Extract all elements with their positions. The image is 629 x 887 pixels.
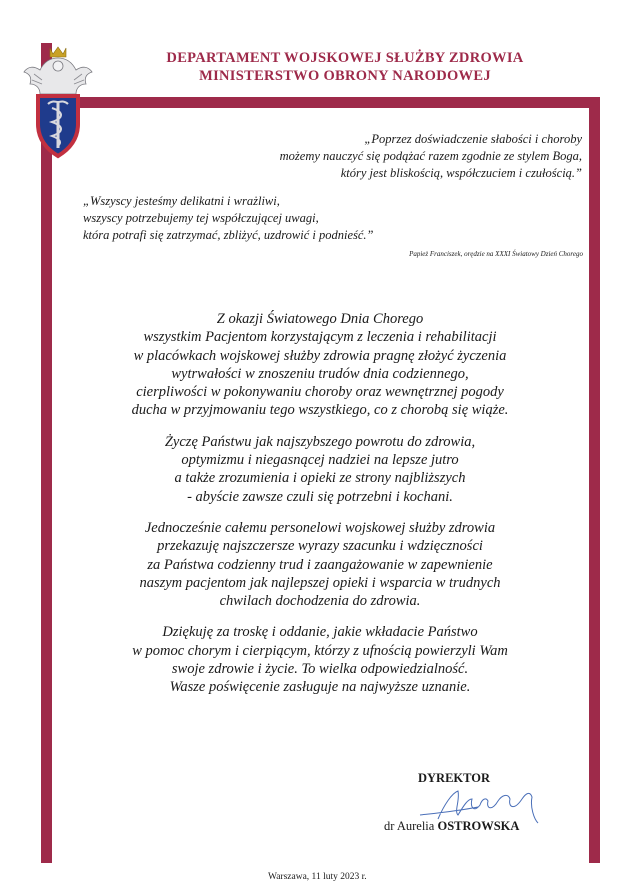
director-surname: OSTROWSKA [437,819,520,833]
quote-1-line: który jest bliskością, współczuciem i czułością.” [340,166,582,180]
paragraph-line: wszystkim Pacjentom korzystającym z leczenia i rehabilitacji [143,329,497,346]
director-title: DYREKTOR [418,771,491,785]
paragraph-line: Dziękuję za troskę i oddanie, jakie wkładacie Państwo [162,624,478,641]
quote-1-line: „Poprzez doświadczenie słabości i choroby [364,132,582,146]
paragraph-4 [70,623,570,696]
paragraph-line: cierpliwości w pokonywaniu choroby oraz wewnętrznej pogody [136,384,504,401]
eagle-shield-caduceus-icon [20,44,96,168]
header-line-2: MINISTERSTWO OBRONY NARODOWEJ [199,68,491,84]
paragraph-3 [70,519,570,610]
paragraph-line: - abyście zawsze czuli się potrzebni i kochani. [187,488,453,505]
paragraph-line: Z okazji Światowego Dnia Chorego [216,311,424,327]
date-line: Warszawa, 11 luty 2023 r. [268,872,367,882]
director-name [384,819,519,834]
paragraph-line: wytrwałości w znoszeniu trudów dnia codziennego, [171,365,469,382]
paragraph-line: a także zrozumienia i opieki ze strony najbliższych [174,470,466,487]
paragraph-line: Życzę Państwu jak najszybszego powrotu do zdrowia, [164,433,476,450]
paragraph-line: swoje zdrowie i życie. To wielka odpowiedzialność. [171,661,469,678]
paragraph-line: naszym pacjentom jak najlepszej opieki i wsparcia w trudnych [139,574,501,591]
frame-horizontal-bar [41,97,589,108]
paragraph-line: ducha w przyjmowaniu tego wszystkiego, co z chorobą się wiąże. [131,402,509,419]
quote-2-line: wszyscy potrzebujemy tej współczującej uwagi, [83,211,319,225]
quote-2-line: „Wszyscy jesteśmy delikatni i wrażliwi, [83,194,280,208]
header-line-1: DEPARTAMENT WOJSKOWEJ SŁUŻBY ZDROWIA [166,50,524,66]
quote-attribution: Papież Franciszek, orędzie na XXXI Światowy Dzień Chorego [409,250,583,258]
letter-body [70,310,570,710]
paragraph-line: Wasze poświęcenie zasługuje na najwyższe uznanie. [169,679,471,696]
quote-2 [83,193,483,244]
paragraph-line: za Państwa codzienny trud i zaangażowanie w zapewnienie [147,556,493,573]
paragraph-1 [70,310,570,420]
paragraph-2 [70,433,570,506]
paragraph-line: optymizmu i niegasnącej nadziei na lepsze jutro [181,452,459,469]
paragraph-line: Jednocześnie całemu personelowi wojskowej służby zdrowia [144,519,496,536]
paragraph-line: chwilach dochodzenia do zdrowia. [219,593,421,610]
frame-right-bar [589,97,600,863]
quote-1 [142,131,582,182]
director-name-prefix: dr Aurelia [384,819,435,833]
paragraph-line: w pomoc chorym i cierpiącym, którzy z ufnością powierzyli Wam [132,642,508,659]
department-header [125,49,565,85]
paragraph-line: w placówkach wojskowej służby zdrowia pragnę złożyć życzenia [133,347,507,364]
quote-1-line: możemy nauczyć się podążać razem zgodnie ze stylem Boga, [279,149,582,163]
quote-2-line: która potrafi się zatrzymać, zbliżyć, uzdrowić i podnieść.” [83,228,374,242]
paragraph-line: przekazuję najszczersze wyrazy szacunku i wdzięczności [157,538,483,555]
